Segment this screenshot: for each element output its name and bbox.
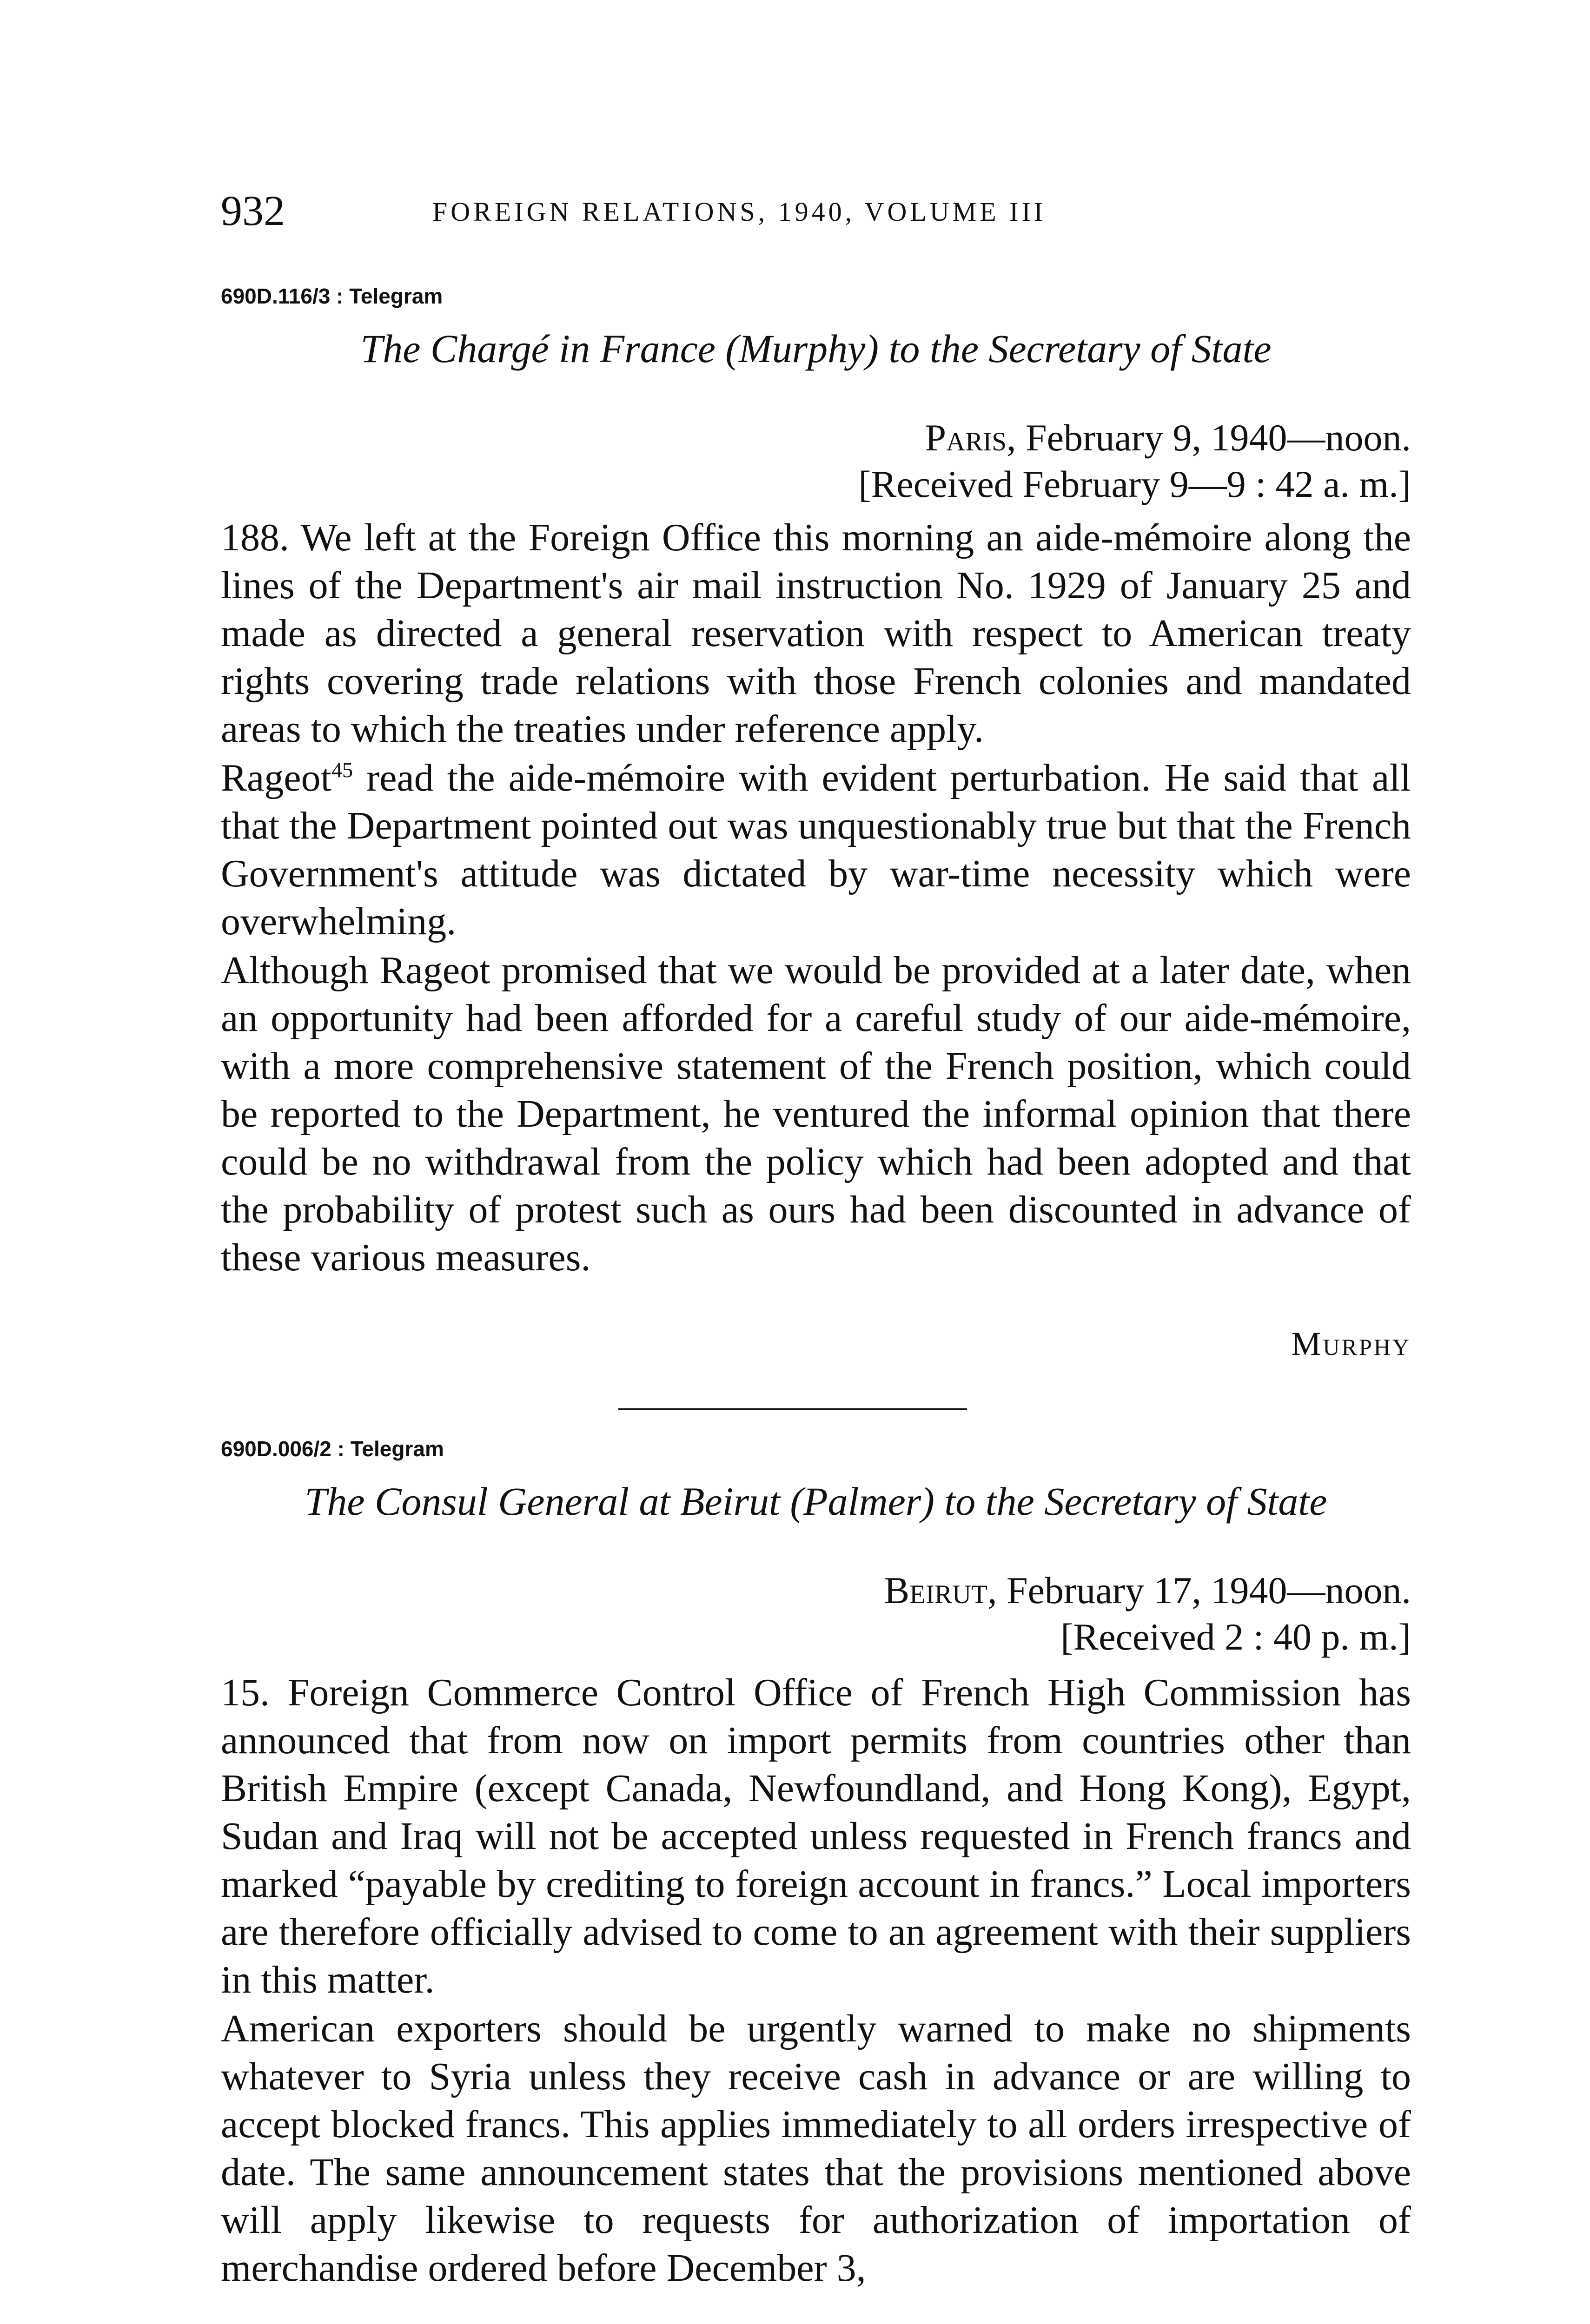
doc1-place: Paris [925, 416, 1007, 459]
section-divider [618, 1408, 967, 1410]
doc1-paragraph-3: Although Rageot promised that we would be provided at a later date, when an opportunity had been afforded for a careful study of our aide-mémoire, with a more comprehensive statement of the French position, which could be reported to the Department, he ventured the informal opinion that there could be no withdrawal from the policy which had been adopted and that the probability of protest such as ours had been discounted in advance of these various measures. [221, 949, 1411, 1279]
running-head: FOREIGN RELATIONS, 1940, VOLUME III [432, 197, 1047, 227]
doc1-paragraph-1: 188. We left at the Foreign Office this morning an aide-mémoire along the lines of the Department's air mail instruction No. 1929 of January 25 and made as directed a general reservation with respect to American treaty rights covering trade relations with those French colonies and mandated areas to which the treaties under reference apply. [221, 516, 1411, 751]
page-header [221, 186, 1411, 242]
doc1-paragraph-2 [221, 754, 1411, 945]
page-number: 932 [221, 187, 285, 234]
doc1-signature: Murphy [1291, 1325, 1411, 1362]
doc1-title: The Chargé in France (Murphy) to the Secretary of State [360, 326, 1272, 371]
doc1-body [221, 514, 1411, 1281]
doc2-dateline [884, 1569, 1411, 1612]
doc1-para2-lead: Rageot [221, 756, 331, 799]
doc2-title: The Consul General at Beirut (Palmer) to the Secretary of State [305, 1479, 1327, 1524]
doc2-place: Beirut [884, 1569, 987, 1611]
doc1-para2-rest: read the aide-mémoire with evident perturbation. He said that all that the Department pointed out was unquestionably true but that the French Government's attitude was dictated by war-time necessity which were overwhelming. [221, 756, 1411, 943]
doc2-paragraph-1: 15. Foreign Commerce Control Office of French High Commission has announced that from now on import permits from countries other than British Empire (except Canada, Newfoundland, and Hong Kong), Egypt, Sudan and Iraq will not be accepted unless requested in French francs and marked “payable by crediting to foreign account in francs.” Local importers are therefore officially advised to come to an agreement with their suppliers in this matter. [221, 1671, 1411, 2001]
doc2-received: [Received 2 : 40 p. m.] [1060, 1616, 1411, 1658]
doc1-received: [Received February 9—9 : 42 a. m.] [858, 463, 1411, 505]
doc2-file-id: 690D.006/2 : Telegram [221, 1437, 444, 1461]
doc2-paragraph-2: American exporters should be urgently warned to make no shipments whatever to Syria unless they receive cash in advance or are willing to accept blocked francs. This applies immediately to all orders irrespective of date. The same announcement states that the provisions mentioned above will apply likewise to requests for authorization of importation of merchandise ordered before December 3, [221, 2007, 1411, 2290]
doc2-body [221, 1669, 1411, 2292]
footnote-ref-45: 45 [331, 758, 353, 782]
doc1-dateline [925, 416, 1411, 460]
doc1-file-id: 690D.116/3 : Telegram [221, 284, 443, 308]
doc1-date: , February 9, 1940—noon. [1006, 416, 1411, 459]
doc2-date: , February 17, 1940—noon. [987, 1569, 1411, 1611]
